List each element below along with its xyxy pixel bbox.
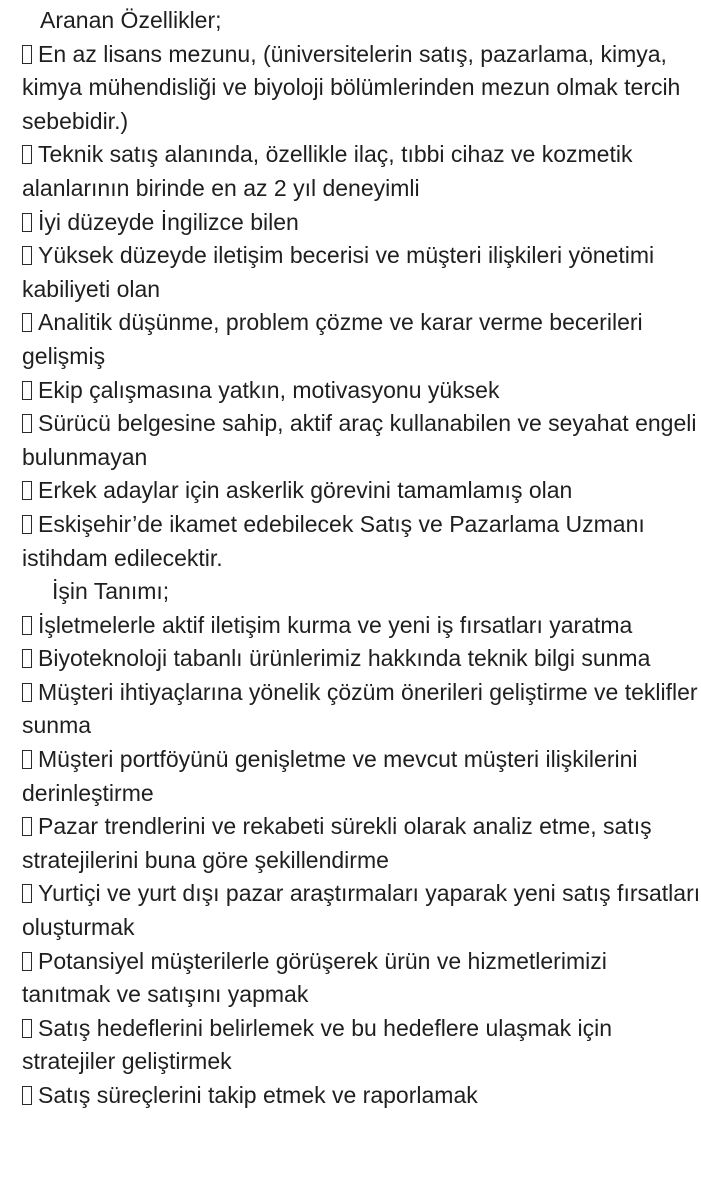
missing-glyph-box-icon [22,213,32,232]
job-description-heading: İşin Tanımı; [52,578,170,605]
list-item [22,407,701,474]
list-item [22,743,701,810]
list-item-text: Ekip çalışmasına yatkın, motivasyonu yüksek [38,376,500,403]
list-item [22,1012,701,1079]
list-item-text: Analitik düşünme, problem çözme ve karar verme becerileri gelişmiş [22,309,643,369]
requirements-heading: Aranan Özellikler; [40,7,222,33]
list-item-text: En az lisans mezunu, (üniversitelerin satış, pazarlama, kimya, kimya mühendisliği ve biyoloji bölümlerinden mezun olmak tercih sebebidir.) [22,40,681,134]
missing-glyph-box-icon [22,313,32,332]
missing-glyph-box-icon [22,481,32,500]
missing-glyph-box-icon [22,616,32,635]
list-item-text: Satış hedeflerini belirlemek ve bu hedeflere ulaşmak için stratejiler geliştirmek [22,1014,613,1075]
list-item-text: Biyoteknoloji tabanlı ürünlerimiz hakkında teknik bilgi sunma [38,645,651,672]
list-item-text: İşletmelerle aktif iletişim kurma ve yeni iş fırsatları yaratma [38,611,633,638]
missing-glyph-box-icon [22,381,32,400]
list-item [22,877,701,944]
list-item [22,609,701,643]
missing-glyph-box-icon [22,145,32,164]
list-item [22,374,701,408]
list-item-text: Müşteri portföyünü genişletme ve mevcut müşteri ilişkilerini derinleştirme [22,746,638,806]
job-description-list [22,609,701,1113]
missing-glyph-box-icon [22,1019,32,1038]
list-item-text: Yüksek düzeyde iletişim becerisi ve müşteri ilişkileri yönetimi kabiliyeti olan [22,242,655,302]
list-item [22,945,701,1012]
missing-glyph-box-icon [22,750,32,769]
list-item-text: Teknik satış alanında, özellikle ilaç, tıbbi cihaz ve kozmetik alanlarının birinde en az 2 yıl deneyimli [22,141,633,201]
missing-glyph-box-icon [22,649,32,668]
list-item-text: Yurtiçi ve yurt dışı pazar araştırmaları yaparak yeni satış fırsatları oluşturmak [22,880,701,941]
missing-glyph-box-icon [22,515,32,534]
list-item-text: Erkek adaylar için askerlik görevini tamamlamış olan [38,477,573,504]
list-item [22,474,701,508]
list-item [22,642,701,676]
list-item [22,138,701,205]
list-item [22,239,701,306]
missing-glyph-box-icon [22,683,32,702]
list-item [22,508,701,575]
missing-glyph-box-icon [22,45,32,64]
missing-glyph-box-icon [22,414,32,433]
requirements-list [22,38,701,576]
list-item [22,38,701,139]
missing-glyph-box-icon [22,246,32,265]
missing-glyph-box-icon [22,1086,32,1105]
list-item [22,206,701,240]
list-item-text: Müşteri ihtiyaçlarına yönelik çözüm önerileri geliştirme ve teklifler sunma [22,678,698,739]
list-item-text: Eskişehir’de ikamet edebilecek Satış ve Pazarlama Uzmanı istihdam edilecektir. [22,510,645,571]
list-item [22,1079,701,1113]
list-item-text: Satış süreçlerini takip etmek ve raporlamak [38,1082,478,1108]
list-item-text: İyi düzeyde İngilizce bilen [38,208,299,235]
list-item [22,306,701,373]
list-item-text: Pazar trendlerini ve rekabeti sürekli olarak analiz etme, satış stratejilerini buna göre şekillendirme [22,813,652,873]
list-item [22,810,701,877]
list-item [22,676,701,743]
missing-glyph-box-icon [22,952,32,971]
missing-glyph-box-icon [22,817,32,836]
missing-glyph-box-icon [22,884,32,903]
list-item-text: Potansiyel müşterilerle görüşerek ürün ve hizmetlerimizi tanıtmak ve satışını yapmak [22,947,607,1008]
list-item-text: Sürücü belgesine sahip, aktif araç kullanabilen ve seyahat engeli bulunmayan [22,410,697,470]
